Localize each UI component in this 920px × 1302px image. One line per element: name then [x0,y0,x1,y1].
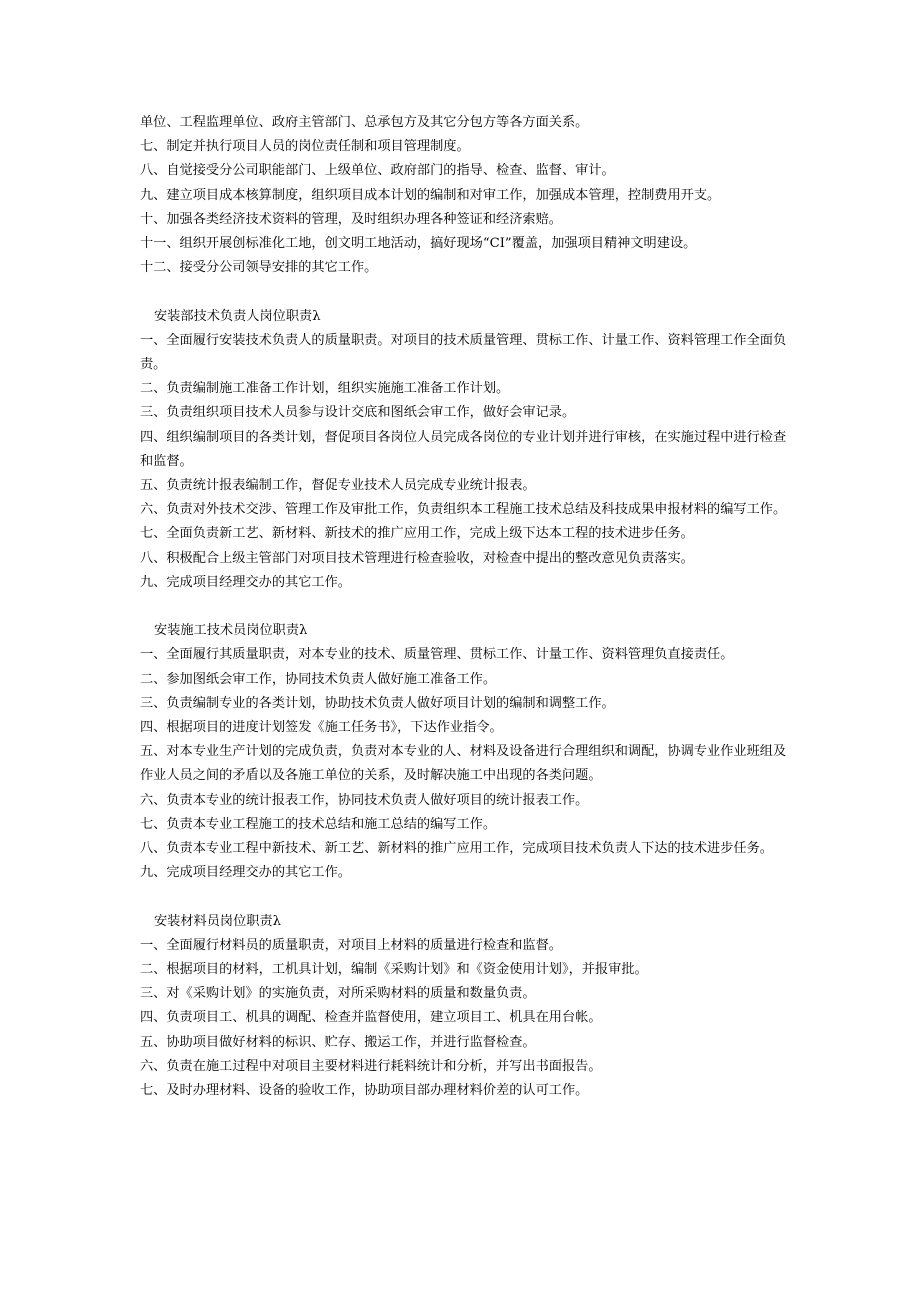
list-item: 七、及时办理材料、设备的验收工作，协助项目部办理材料价差的认可工作。 [140,1083,589,1099]
list-item: 九、建立项目成本核算制度，组织项目成本计划的编制和对审工作，加强成本管理，控制费用开支。 [140,187,721,203]
list-item: 十一、组织开展创标准化工地，创文明工地活动，搞好现场“CI”覆盖，加强项目精神文明建设。 [140,236,697,252]
materials-duties-list [140,934,790,1103]
technician-duties-list [140,643,790,885]
section-heading-materials: 安装材料员岗位职责λ [154,913,282,929]
list-item: 五、对本专业生产计划的完成负责，负责对本专业的人、材料及设备进行合理组织和调配，协调专业作业班组及作业人员之间的矛盾以及各施工单位的关系，及时解决施工中出现的各类问题。 [140,744,787,784]
list-item: 一、全面履行材料员的质量职责，对项目上材料的质量进行检查和监督。 [140,937,562,953]
list-item: 八、自觉接受分公司职能部门、上级单位、政府部门的指导、检查、监督、审计。 [140,163,615,179]
list-item: 九、完成项目经理交办的其它工作。 [140,574,351,590]
list-item: 四、根据项目的进度计划签发《施工任务书》，下达作业指令。 [140,720,503,736]
list-item: 三、负责组织项目技术人员参与设计交底和图纸会审工作，做好会审记录。 [140,405,576,421]
list-item: 四、组织编制项目的各类计划，督促项目各岗位人员完成各岗位的专业计划并进行审核，在实施过程中进行检查和监督。 [140,429,787,469]
list-item: 四、负责项目工、机具的调配、检查并监督使用，建立项目工、机具在用台帐。 [140,1010,602,1026]
list-item: 单位、工程监理单位、政府主管部门、总承包方及其它分包方等各方面关系。 [140,115,589,130]
section-heading-technician: 安装施工技术员岗位职责λ [154,623,308,639]
list-item: 十二、接受分公司领导安排的其它工作。 [140,260,378,276]
document-page [140,111,790,1103]
list-item: 五、负责统计报表编制工作，督促专业技术人员完成专业统计报表。 [140,478,536,494]
list-item: 二、根据项目的材料，工机具计划，编制《采购计划》和《资金使用计划》，并报审批。 [140,962,648,978]
tech-lead-duties-list [140,329,790,595]
list-item: 十、加强各类经济技术资料的管理，及时组织办理各种签证和经济索赔。 [140,211,562,227]
list-item: 七、负责本专业工程施工的技术总结和施工总结的编写工作。 [140,816,497,832]
list-item: 七、全面负责新工艺、新材料、新技术的推广应用工作，完成上级下达本工程的技术进步任务。 [140,526,694,542]
list-item: 五、协助项目做好材料的标识、贮存、搬运工作，并进行监督检查。 [140,1034,536,1050]
list-item: 三、负责编制专业的各类计划，协助技术负责人做好项目计划的编制和调整工作。 [140,695,615,711]
list-item: 七、制定并执行项目人员的岗位责任制和项目管理制度。 [140,139,470,155]
list-item: 六、负责在施工过程中对项目主要材料进行耗料统计和分析，并写出书面报告。 [140,1058,602,1074]
intro-list [140,111,790,280]
list-item: 八、积极配合上级主管部门对项目技术管理进行检查验收，对检查中提出的整改意见负责落实。 [140,550,694,566]
list-item: 六、负责本专业的统计报表工作，协同技术负责人做好项目的统计报表工作。 [140,792,589,808]
list-item: 八、负责本专业工程中新技术、新工艺、新材料的推广应用工作，完成项目技术负责人下达的技术进步任务。 [140,841,773,857]
list-item: 九、完成项目经理交办的其它工作。 [140,865,351,881]
list-item: 一、全面履行安装技术负责人的质量职责。对项目的技术质量管理、贯标工作、计量工作、资料管理工作全面负责。 [140,332,787,373]
list-item: 二、参加图纸会审工作，协同技术负责人做好施工准备工作。 [140,671,497,687]
list-item: 二、负责编制施工准备工作计划，组织实施施工准备工作计划。 [140,381,510,397]
list-item: 六、负责对外技术交涉、管理工作及审批工作，负责组织本工程施工技术总结及科技成果申报材料的编写工作。 [140,502,787,518]
list-item: 三、对《采购计划》的实施负责，对所采购材料的质量和数量负责。 [140,986,536,1002]
section-heading-tech-lead: 安装部技术负责人岗位职责λ [154,308,321,324]
list-item: 一、全面履行其质量职责，对本专业的技术、质量管理、贯标工作、计量工作、资料管理负直接责任。 [140,647,734,663]
